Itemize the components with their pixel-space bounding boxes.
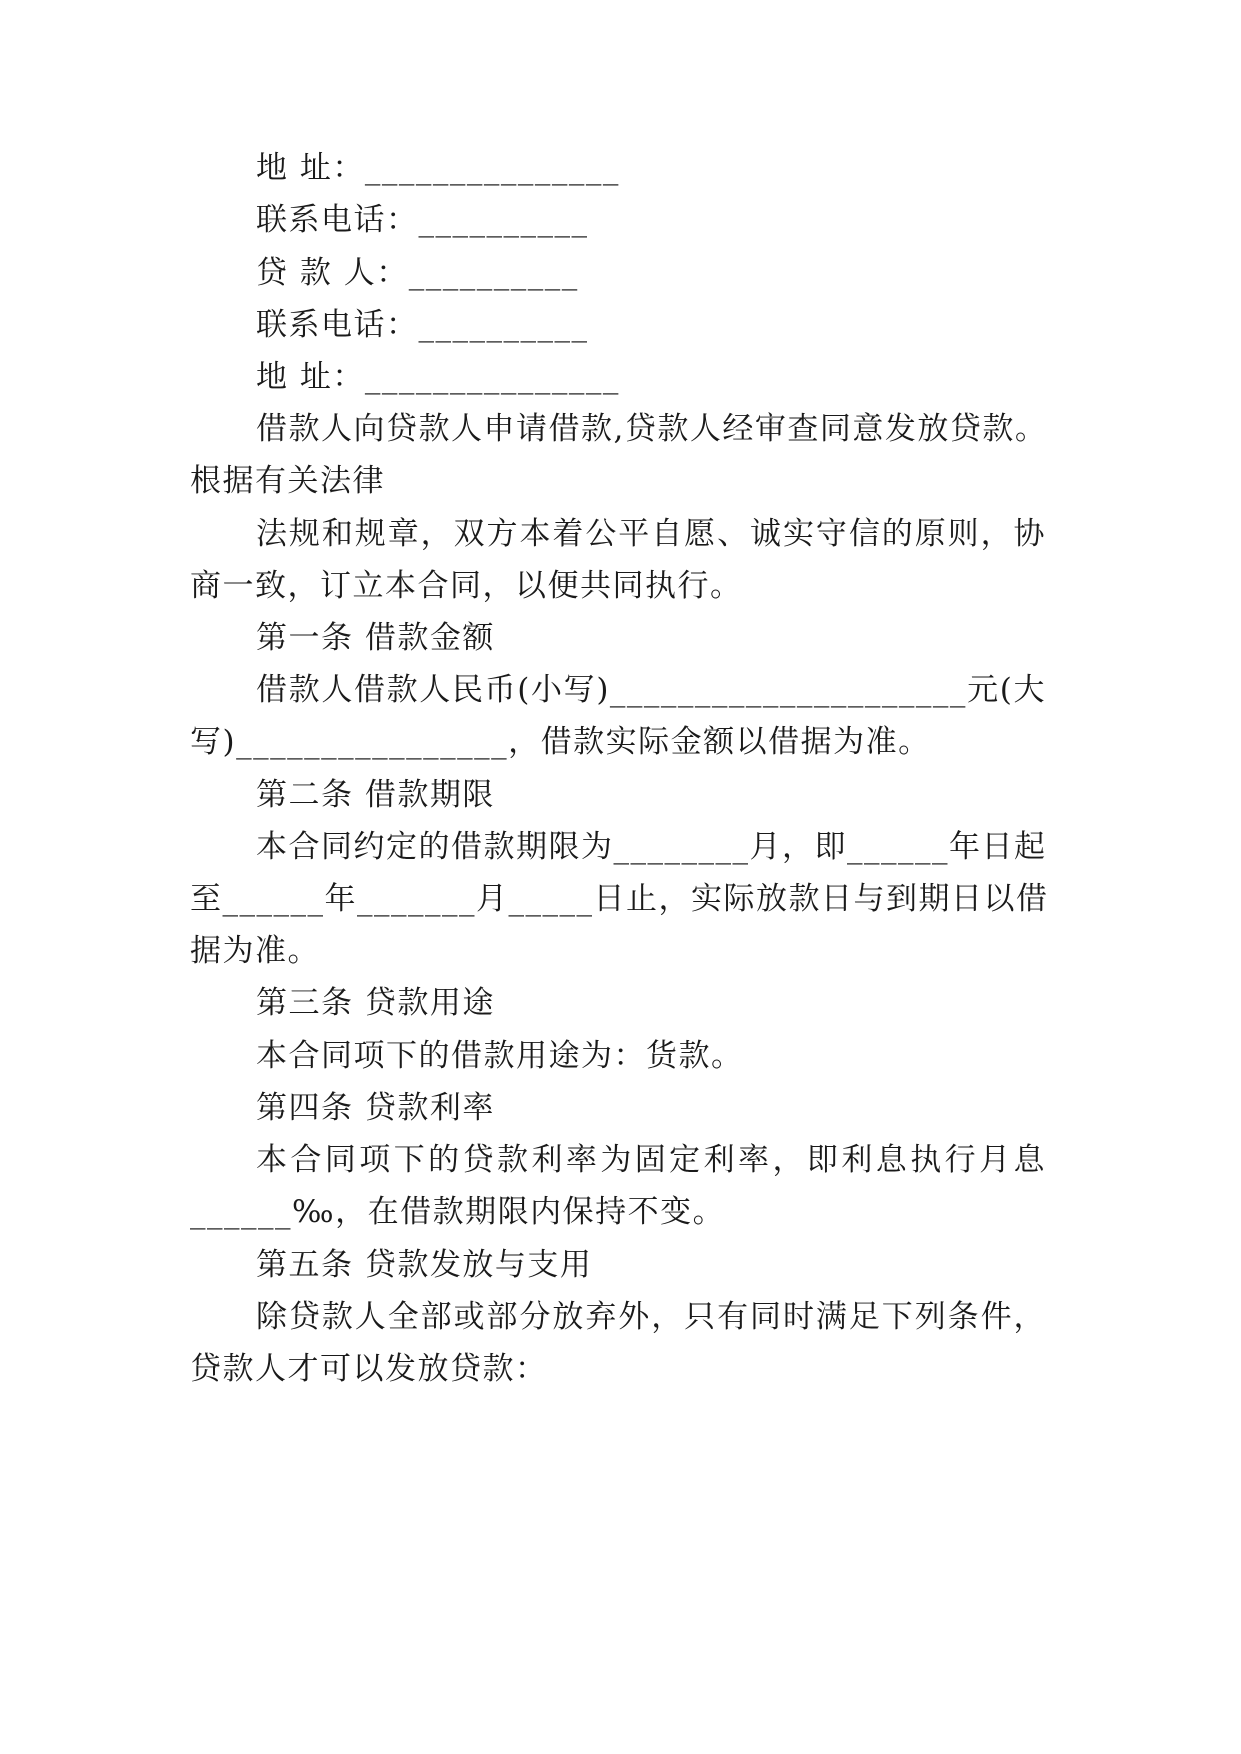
article-1-heading: 第一条 借款金额 (256, 620, 495, 656)
preamble-line: 借款人向贷款人申请借款,贷款人经审查同意发放贷款。 (256, 411, 1048, 447)
article-3-line: 本合同项下的借款用途为：货款。 (256, 1038, 744, 1074)
preamble-line: 法规和规章，双方本着公平自愿、诚实守信的原则，协 (256, 516, 1046, 552)
preamble-line: 根据有关法律 (190, 463, 385, 499)
article-5-line: 贷款人才可以发放贷款： (190, 1351, 548, 1387)
article-4-line: 本合同项下的贷款利率为固定利率，即利息执行月息 (256, 1142, 1046, 1178)
address-field-1: 地 址：_______________ (256, 150, 620, 186)
article-2-line: 本合同约定的借款期限为________月，即______年日起 (256, 829, 1047, 865)
article-5-heading: 第五条 贷款发放与支用 (256, 1247, 593, 1283)
article-5-line: 除贷款人全部或部分放弃外，只有同时满足下列条件， (256, 1299, 1046, 1335)
address-field-2: 地 址：_______________ (256, 359, 620, 395)
article-2-line: 至______年_______月_____日止，实际放款日与到期日以借 (190, 881, 1049, 917)
article-2-line: 据为准。 (190, 933, 320, 969)
article-3-heading: 第三条 贷款用途 (256, 985, 495, 1021)
phone-field-1: 联系电话：__________ (256, 202, 589, 238)
preamble-line: 商一致，订立本合同，以便共同执行。 (190, 568, 743, 604)
article-2-heading: 第二条 借款期限 (256, 777, 495, 813)
lender-field: 贷 款 人：__________ (256, 255, 579, 291)
article-4-line: ______‰，在借款期限内保持不变。 (190, 1194, 726, 1230)
article-4-heading: 第四条 贷款利率 (256, 1090, 495, 1126)
article-1-line: 写)________________，借款实际金额以借据为准。 (190, 724, 931, 760)
article-1-line: 借款人借款人民币(小写)_____________________元(大 (256, 672, 1046, 708)
phone-field-2: 联系电话：__________ (256, 307, 589, 343)
